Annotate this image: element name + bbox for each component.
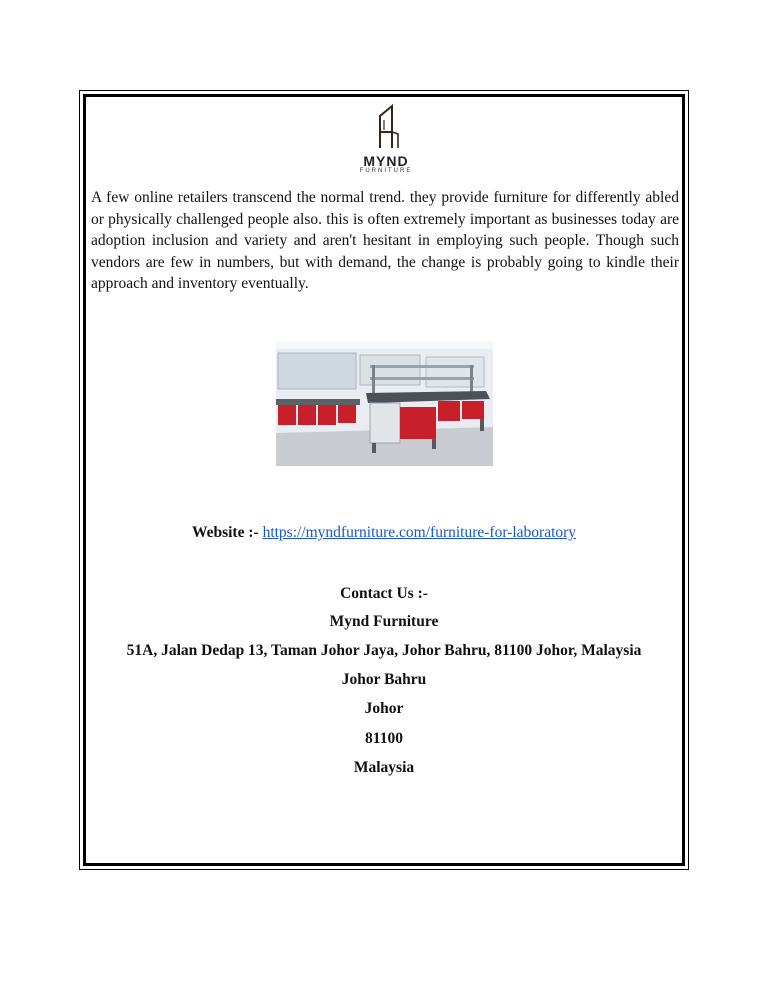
logo-subtitle: FURNITURE (359, 168, 413, 174)
laboratory-furniture-photo (276, 341, 493, 466)
country: Malaysia (353, 759, 415, 776)
postcode: 81100 (365, 730, 403, 747)
contact-heading: Contact Us :- (340, 585, 428, 602)
state: Johor (364, 700, 404, 717)
brand-logo (354, 100, 418, 176)
website-link[interactable]: https://myndfurniture.com/furniture-for-laboratory (262, 524, 577, 541)
chair-icon (354, 100, 418, 154)
website-line (0, 524, 768, 542)
website-label: Website :- (191, 524, 259, 541)
address-line: 51A, Jalan Dedap 13, Taman Johor Jaya, Johor Bahru, 81100 Johor, Malaysia (126, 642, 642, 659)
logo-brand-name: MYND (363, 153, 409, 169)
body-paragraph: A few online retailers transcend the normal trend. they provide furniture for differently abled or physically challenged people also. this is often extremely important as businesses today are adoption inclusion and variety and aren't hesitant in employing such people. Though such vendors are few in numbers, but with demand, the change is probably going to kindle their approach and inventory eventually. (91, 189, 679, 292)
city: Johor Bahru (341, 671, 427, 688)
company-name: Mynd Furniture (329, 613, 439, 630)
